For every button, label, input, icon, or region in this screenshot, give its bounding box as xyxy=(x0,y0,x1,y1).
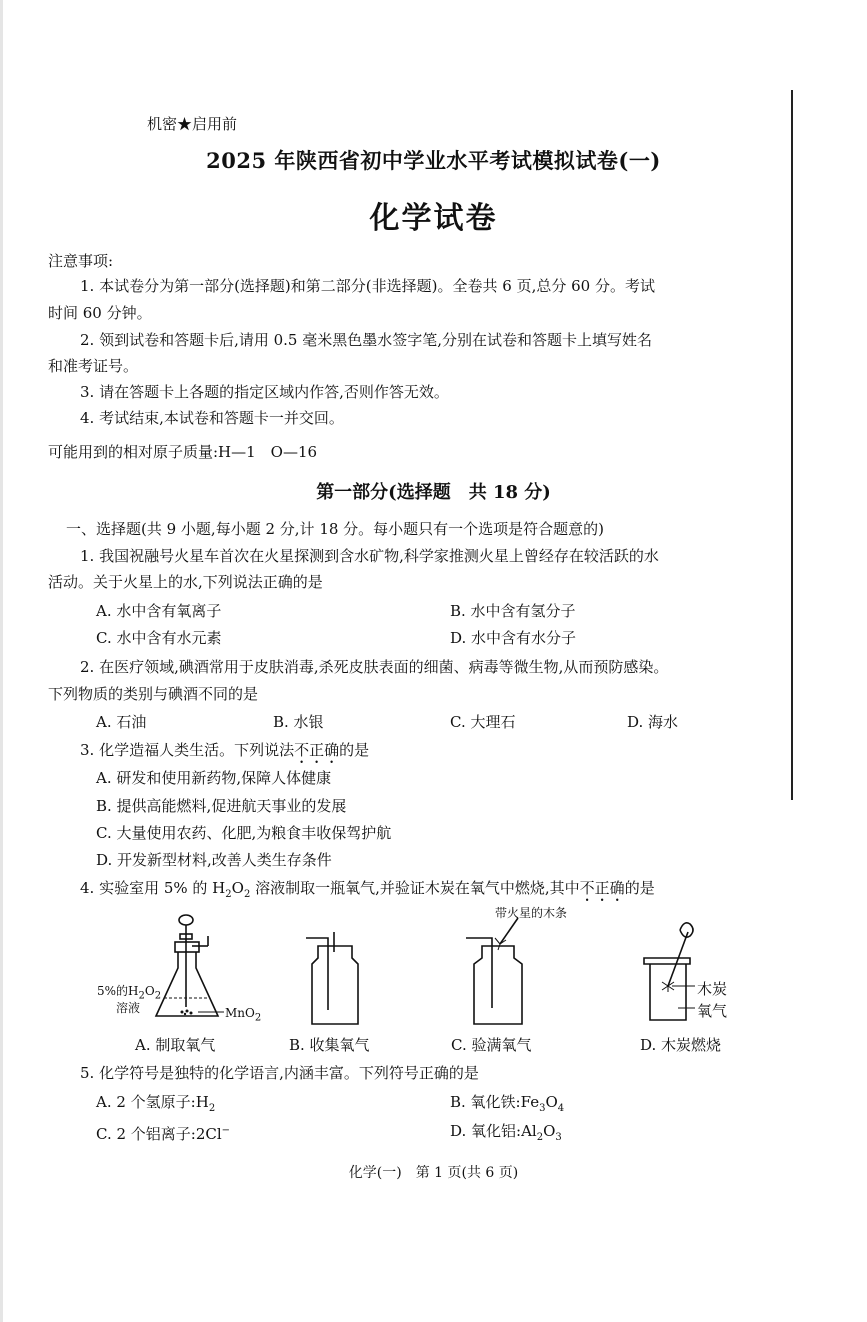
q3-option-b[interactable]: B. 提供高能燃料,促进航天事业的发展 xyxy=(96,797,347,815)
note-3: 3. 请在答题卡上各题的指定区域内作答,否则作答无效。 xyxy=(80,383,449,401)
q2-option-d[interactable]: D. 海水 xyxy=(627,713,679,731)
q2-stem-1: 2. 在医疗领域,碘酒常用于皮肤消毒,杀死皮肤表面的细菌、病毒等微生物,从而预防感染。 xyxy=(80,658,669,676)
q1-stem-1: 1. 我国祝融号火星车首次在火星探测到含水矿物,科学家推测火星上曾经存在较活跃的水 xyxy=(80,547,659,565)
label-solution: 溶液 xyxy=(116,1001,141,1015)
q4-stem: 4. 实验室用 5% 的 $H_2O_2$ 溶液制取一瓶氧气,并验证木炭在氧气中燃烧,其中不正确的是 xyxy=(80,879,655,900)
caption-d: D. 木炭燃烧 xyxy=(640,1036,722,1054)
q1-stem-2: 活动。关于火星上的水,下列说法正确的是 xyxy=(48,573,323,591)
q1-option-c[interactable]: C. 水中含有水元素 xyxy=(96,629,222,647)
q5-option-c[interactable]: C. 2 个铝离子:2Cl− xyxy=(96,1125,231,1143)
apparatus-b-collect-diagram xyxy=(300,930,370,1028)
q3-option-a[interactable]: A. 研发和使用新药物,保障人体健康 xyxy=(96,769,332,787)
q5-option-a[interactable]: A. 2 个氢原子$:H_2$ xyxy=(96,1093,216,1114)
q3-option-c[interactable]: C. 大量使用农药、化肥,为粮食丰收保驾护航 xyxy=(96,824,392,842)
q1-option-a[interactable]: A. 水中含有氧离子 xyxy=(96,602,222,620)
q2-option-b[interactable]: B. 水银 xyxy=(273,713,324,731)
part1-title: 第一部分(选择题 共 18 分) xyxy=(316,482,551,503)
note-1-cont: 时间 60 分钟。 xyxy=(48,304,152,322)
q3-stem: 3. 化学造福人类生活。下列说法不正确的是 xyxy=(80,741,370,759)
q5-stem: 5. 化学符号是独特的化学语言,内涵丰富。下列符号正确的是 xyxy=(80,1064,479,1082)
notes-heading: 注意事项: xyxy=(48,252,114,270)
q1-option-b[interactable]: B. 水中含有氢分子 xyxy=(450,602,576,620)
q2-stem-2: 下列物质的类别与碘酒不同的是 xyxy=(48,685,259,703)
q5-option-b[interactable]: B. 氧化铁$:Fe_3O_4$ xyxy=(450,1093,565,1114)
note-1: 1. 本试卷分为第一部分(选择题)和第二部分(非选择题)。全卷共 6 页,总分 60 分。考试 xyxy=(80,277,655,295)
subject-title: 化学试卷 xyxy=(369,201,498,236)
q3-option-d[interactable]: D. 开发新型材料,改善人类生存条件 xyxy=(96,851,332,869)
label-mno2: MnO$_2$ xyxy=(225,1006,262,1024)
apparatus-c-check-full-diagram xyxy=(462,912,542,1028)
q2-option-c[interactable]: C. 大理石 xyxy=(450,713,516,731)
apparatus-d-charcoal-diagram xyxy=(640,918,700,1026)
note-4: 4. 考试结束,本试卷和答题卡一并交回。 xyxy=(80,409,344,427)
page-footer: 化学(一) 第 1 页(共 6 页) xyxy=(348,1165,519,1181)
secret-mark: 机密★启用前 xyxy=(147,115,238,133)
caption-a: A. 制取氧气 xyxy=(135,1036,216,1054)
note-2: 2. 领到试卷和答题卡后,请用 0.5 毫米黑色墨水签字笔,分别在试卷和答题卡上填写姓名 xyxy=(80,331,653,349)
note-2-cont: 和准考证号。 xyxy=(48,357,139,375)
label-h2o2: 5%的$H_2O_2$ xyxy=(97,984,162,1002)
exam-title: 2025 年陕西省初中学业水平考试模拟试卷(一) xyxy=(206,148,661,173)
q2-option-a[interactable]: A. 石油 xyxy=(96,713,147,731)
q1-option-d[interactable]: D. 水中含有水分子 xyxy=(450,629,577,647)
label-glowing-splint: 带火星的木条 xyxy=(495,906,568,920)
label-charcoal: 木炭 xyxy=(697,980,728,998)
atomic-mass: 可能用到的相对原子质量:H—1 O—16 xyxy=(48,443,318,461)
q5-option-d[interactable]: D. 氧化铝$:Al_2O_3$ xyxy=(450,1122,562,1143)
caption-b: B. 收集氧气 xyxy=(289,1036,370,1054)
caption-c: C. 验满氧气 xyxy=(451,1036,532,1054)
section-heading: 一、选择题(共 9 小题,每小题 2 分,计 18 分。每小题只有一个选项是符合题意的) xyxy=(66,520,605,538)
label-oxygen: 氧气 xyxy=(697,1002,728,1020)
